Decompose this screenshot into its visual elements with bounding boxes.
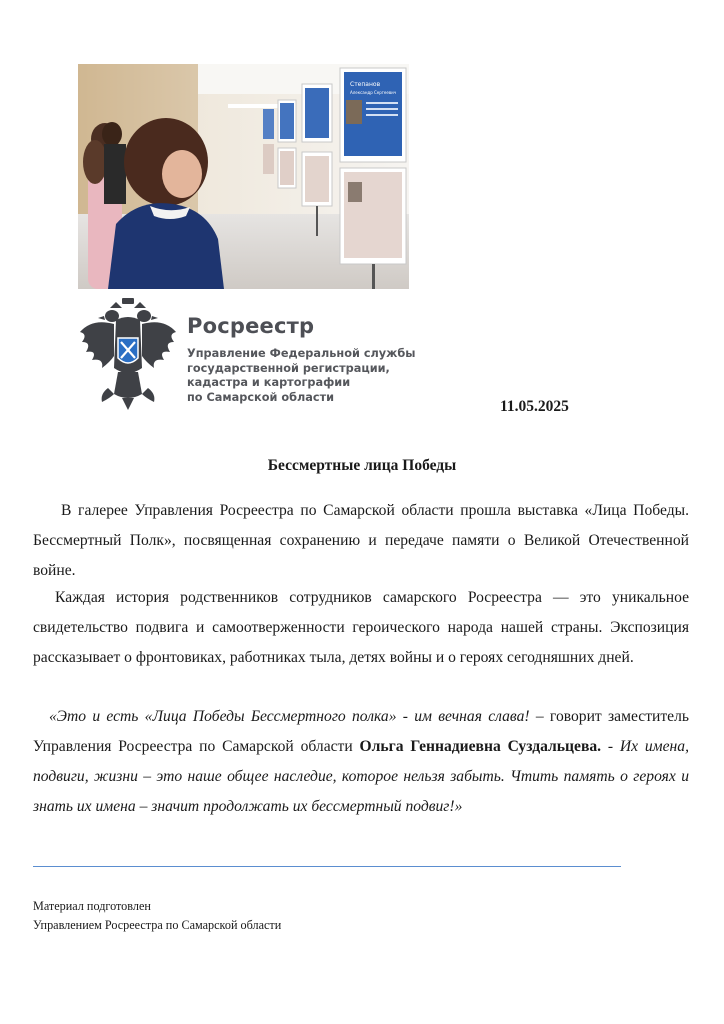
exhibition-photo (78, 64, 409, 289)
footer-credit (33, 897, 281, 935)
credit-line-1: Материал подготовлен (33, 899, 151, 913)
credit-line-2: Управлением Росреестра по Самарской области (33, 918, 282, 932)
quote-speaker-name: Ольга Геннадиевна Суздальцева. (359, 738, 602, 755)
quote-part-1: «Это и есть «Лица Победы Бессмертного полка» - им вечная слава! (49, 708, 530, 725)
poster-title-text: Степанов (350, 81, 381, 88)
eagle-emblem-icon (78, 298, 178, 410)
document-date: 11.05.2025 (500, 398, 569, 415)
quote-separator: - (601, 738, 620, 755)
rosreestr-logo (78, 298, 416, 410)
paragraph-1: В галерее Управления Росреестра по Самарской области прошла выставка «Лица Победы. Бессмертный Полк», посвященная сохранению и передаче памяти о Великой Отечественной войне. (33, 502, 689, 579)
quote-speaker-intro: – говорит заместитель Управления Росреестра по Самарской области (33, 708, 689, 755)
paragraph-2: Каждая история родственников сотрудников самарского Росреестра — это уникальное свидетельство подвига и самоотверженности героического народа нашей страны. Экспозиция рассказывает о фронтовиках, работниках тыла, детях войны и о героях сегодняшних дней. (33, 589, 689, 666)
brand-name: Росреестр (187, 314, 315, 338)
poster-subtitle-text: Александр Сергеевич (350, 90, 397, 95)
quote-part-2: Их имена, подвиги, жизни – это наше общее наследие, которое нельзя забыть. Чтить память о героях и знать их имена – значит продолжать их бессмертный подвиг!» (33, 738, 689, 815)
divider-line (33, 866, 621, 867)
document-title: Бессмертные лица Победы (267, 457, 457, 474)
brand-subtitle: Управление Федеральной службы государственной регистрации, кадастра и картографии по Самарской области (187, 347, 416, 404)
paragraph-quote (33, 702, 689, 822)
